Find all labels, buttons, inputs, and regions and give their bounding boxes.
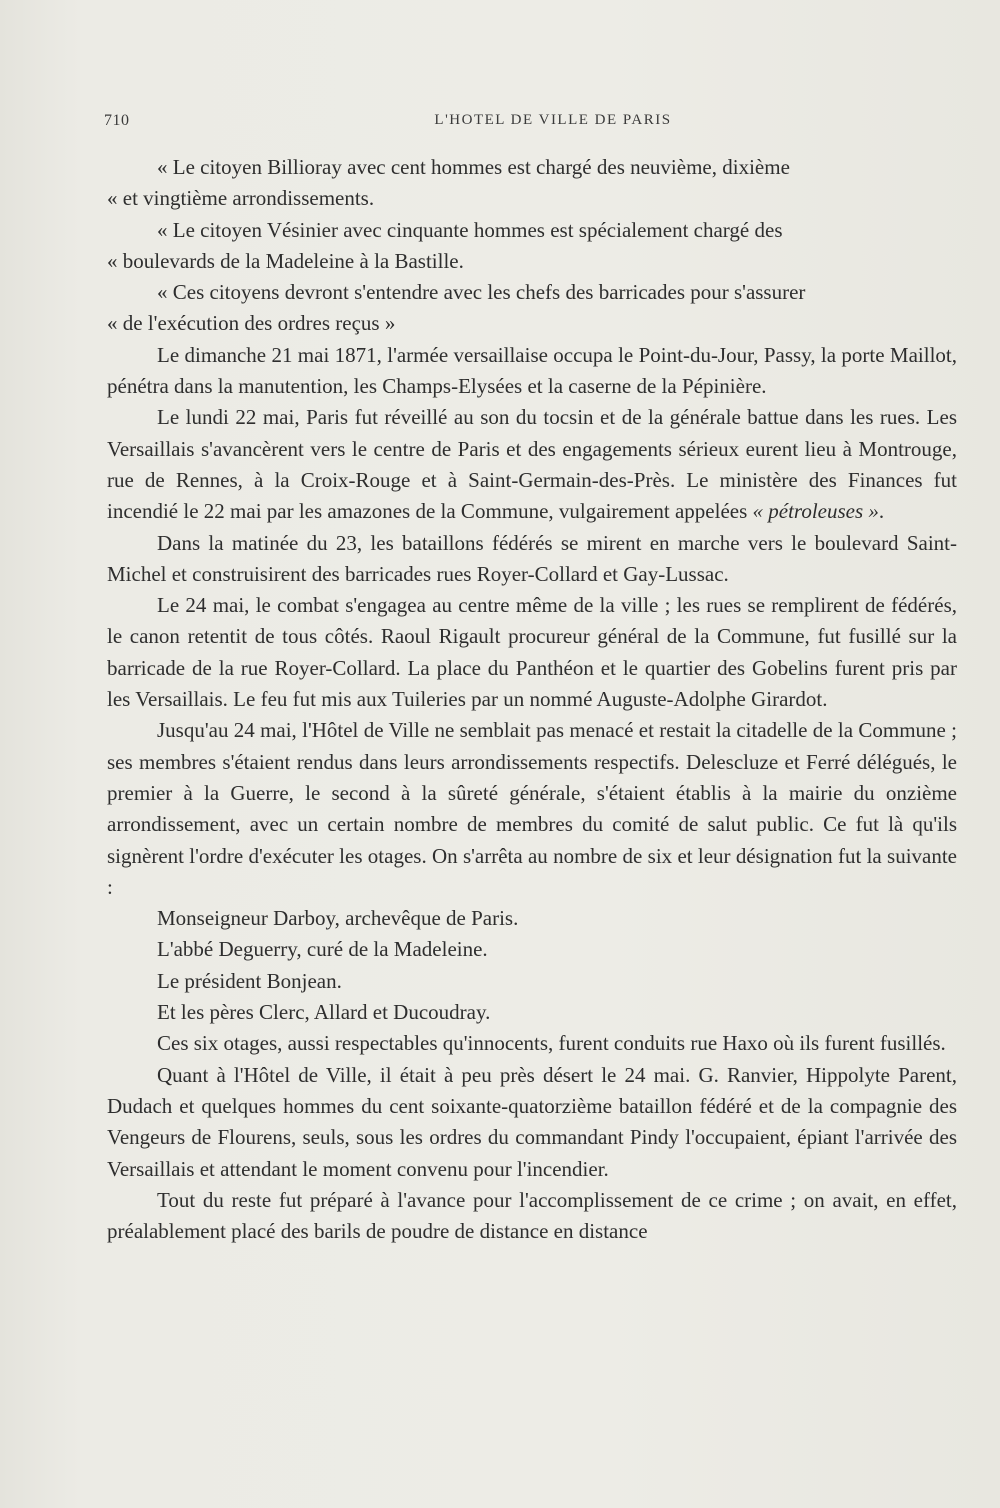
paragraph: Dans la matinée du 23, les bataillons fédérés se mirent en marche vers le boulevard Saint-Michel et construisirent des barricades rues Royer-Collard et Gay-Lussac. bbox=[107, 530, 957, 586]
paragraph: « Le citoyen Vésinier avec cinquante hommes est spécialement chargé des bbox=[157, 217, 783, 242]
page-header bbox=[104, 112, 952, 136]
paragraph: « Ces citoyens devront s'entendre avec les chefs des barricades pour s'assurer bbox=[157, 280, 806, 305]
paragraph: Le 24 mai, le combat s'engagea au centre même de la ville ; les rues se remplirent de fédérés, le canon retentit de tous côtés. Raoul Rigault procureur général de la Commune, fut fusillé sur la barricade de la rue Royer-Collard. La place du Panthéon et le quartier des Gobelins furent pris par les Versaillais. Le feu fut mis aux Tuileries par un nommé Auguste-Adolphe Girardot. bbox=[107, 593, 957, 712]
paragraph: Quant à l'Hôtel de Ville, il était à peu près désert le 24 mai. G. Ranvier, Hippolyte Parent, Dudach et quelques hommes du cent soixante-quatorzième bataillon fédéré et de la compagnie des Vengeurs de Flourens, seuls, sous les ordres du commandant Pindy l'occupaient, épiant l'arrivée des Versaillais et attendant le moment convenu pour l'incendier. bbox=[107, 1062, 957, 1181]
paragraph: « boulevards de la Madeleine à la Bastille. bbox=[107, 248, 464, 273]
emphasis-term: « pétroleuses » bbox=[752, 499, 879, 524]
hostage-list-item: Et les pères Clerc, Allard et Ducoudray. bbox=[157, 1000, 491, 1025]
paragraph-text: Le lundi 22 mai, Paris fut réveillé au son du tocsin et de la générale battue dans les rues. Les Versaillais s'avancèrent vers le centre de Paris et des engagements sérieux eurent lieu à Montrouge, rue de Rennes, à la Croix-Rouge et à Saint-Germain-des-Près. Le ministère des Finances fut incendié le 22 mai par les amazones de la Commune, vulgairement appelées bbox=[107, 405, 957, 524]
paragraph: Jusqu'au 24 mai, l'Hôtel de Ville ne semblait pas menacé et restait la citadelle de la Commune ; ses membres s'étaient rendus dans leurs arrondissements respectifs. Delescluze et Ferré délégués, le premier à la Guerre, le second à la sûreté générale, s'étaient établis à la mairie du onzième arrondissement, avec un certain nombre de membres du comité de salut public. Ce fut là qu'ils signèrent l'ordre d'exécuter les otages. On s'arrêta au nombre de six et leur désignation fut la suivante : bbox=[107, 718, 957, 899]
paragraph bbox=[107, 402, 957, 527]
paragraph: « et vingtième arrondissements. bbox=[107, 186, 375, 211]
paragraph: Tout du reste fut préparé à l'avance pour l'accomplissement de ce crime ; on avait, en effet, préalablement placé des barils de poudre de distance en distance bbox=[107, 1187, 957, 1244]
hostage-list-item: Le président Bonjean. bbox=[157, 968, 342, 993]
page-number: 710 bbox=[104, 112, 130, 129]
paragraph: Ces six otages, aussi respectables qu'innocents, furent conduits rue Haxo où ils furent fusillés. bbox=[157, 1031, 946, 1056]
paragraph-end: . bbox=[878, 499, 885, 524]
paragraph: « de l'exécution des ordres reçus » bbox=[107, 311, 396, 336]
paragraph: « Le citoyen Billioray avec cent hommes est chargé des neuvième, dixième bbox=[157, 155, 790, 179]
hostage-list-item: Monseigneur Darboy, archevêque de Paris. bbox=[157, 906, 519, 931]
hostage-list-item: L'abbé Deguerry, curé de la Madeleine. bbox=[157, 937, 488, 962]
body-text bbox=[107, 152, 957, 1247]
paragraph: Le dimanche 21 mai 1871, l'armée versaillaise occupa le Point-du-Jour, Passy, la porte Maillot, pénétra dans la manutention, les Champs-Elysées et la caserne de la Pépinière. bbox=[107, 342, 957, 399]
running-title: L'HOTEL DE VILLE DE PARIS bbox=[434, 112, 672, 128]
